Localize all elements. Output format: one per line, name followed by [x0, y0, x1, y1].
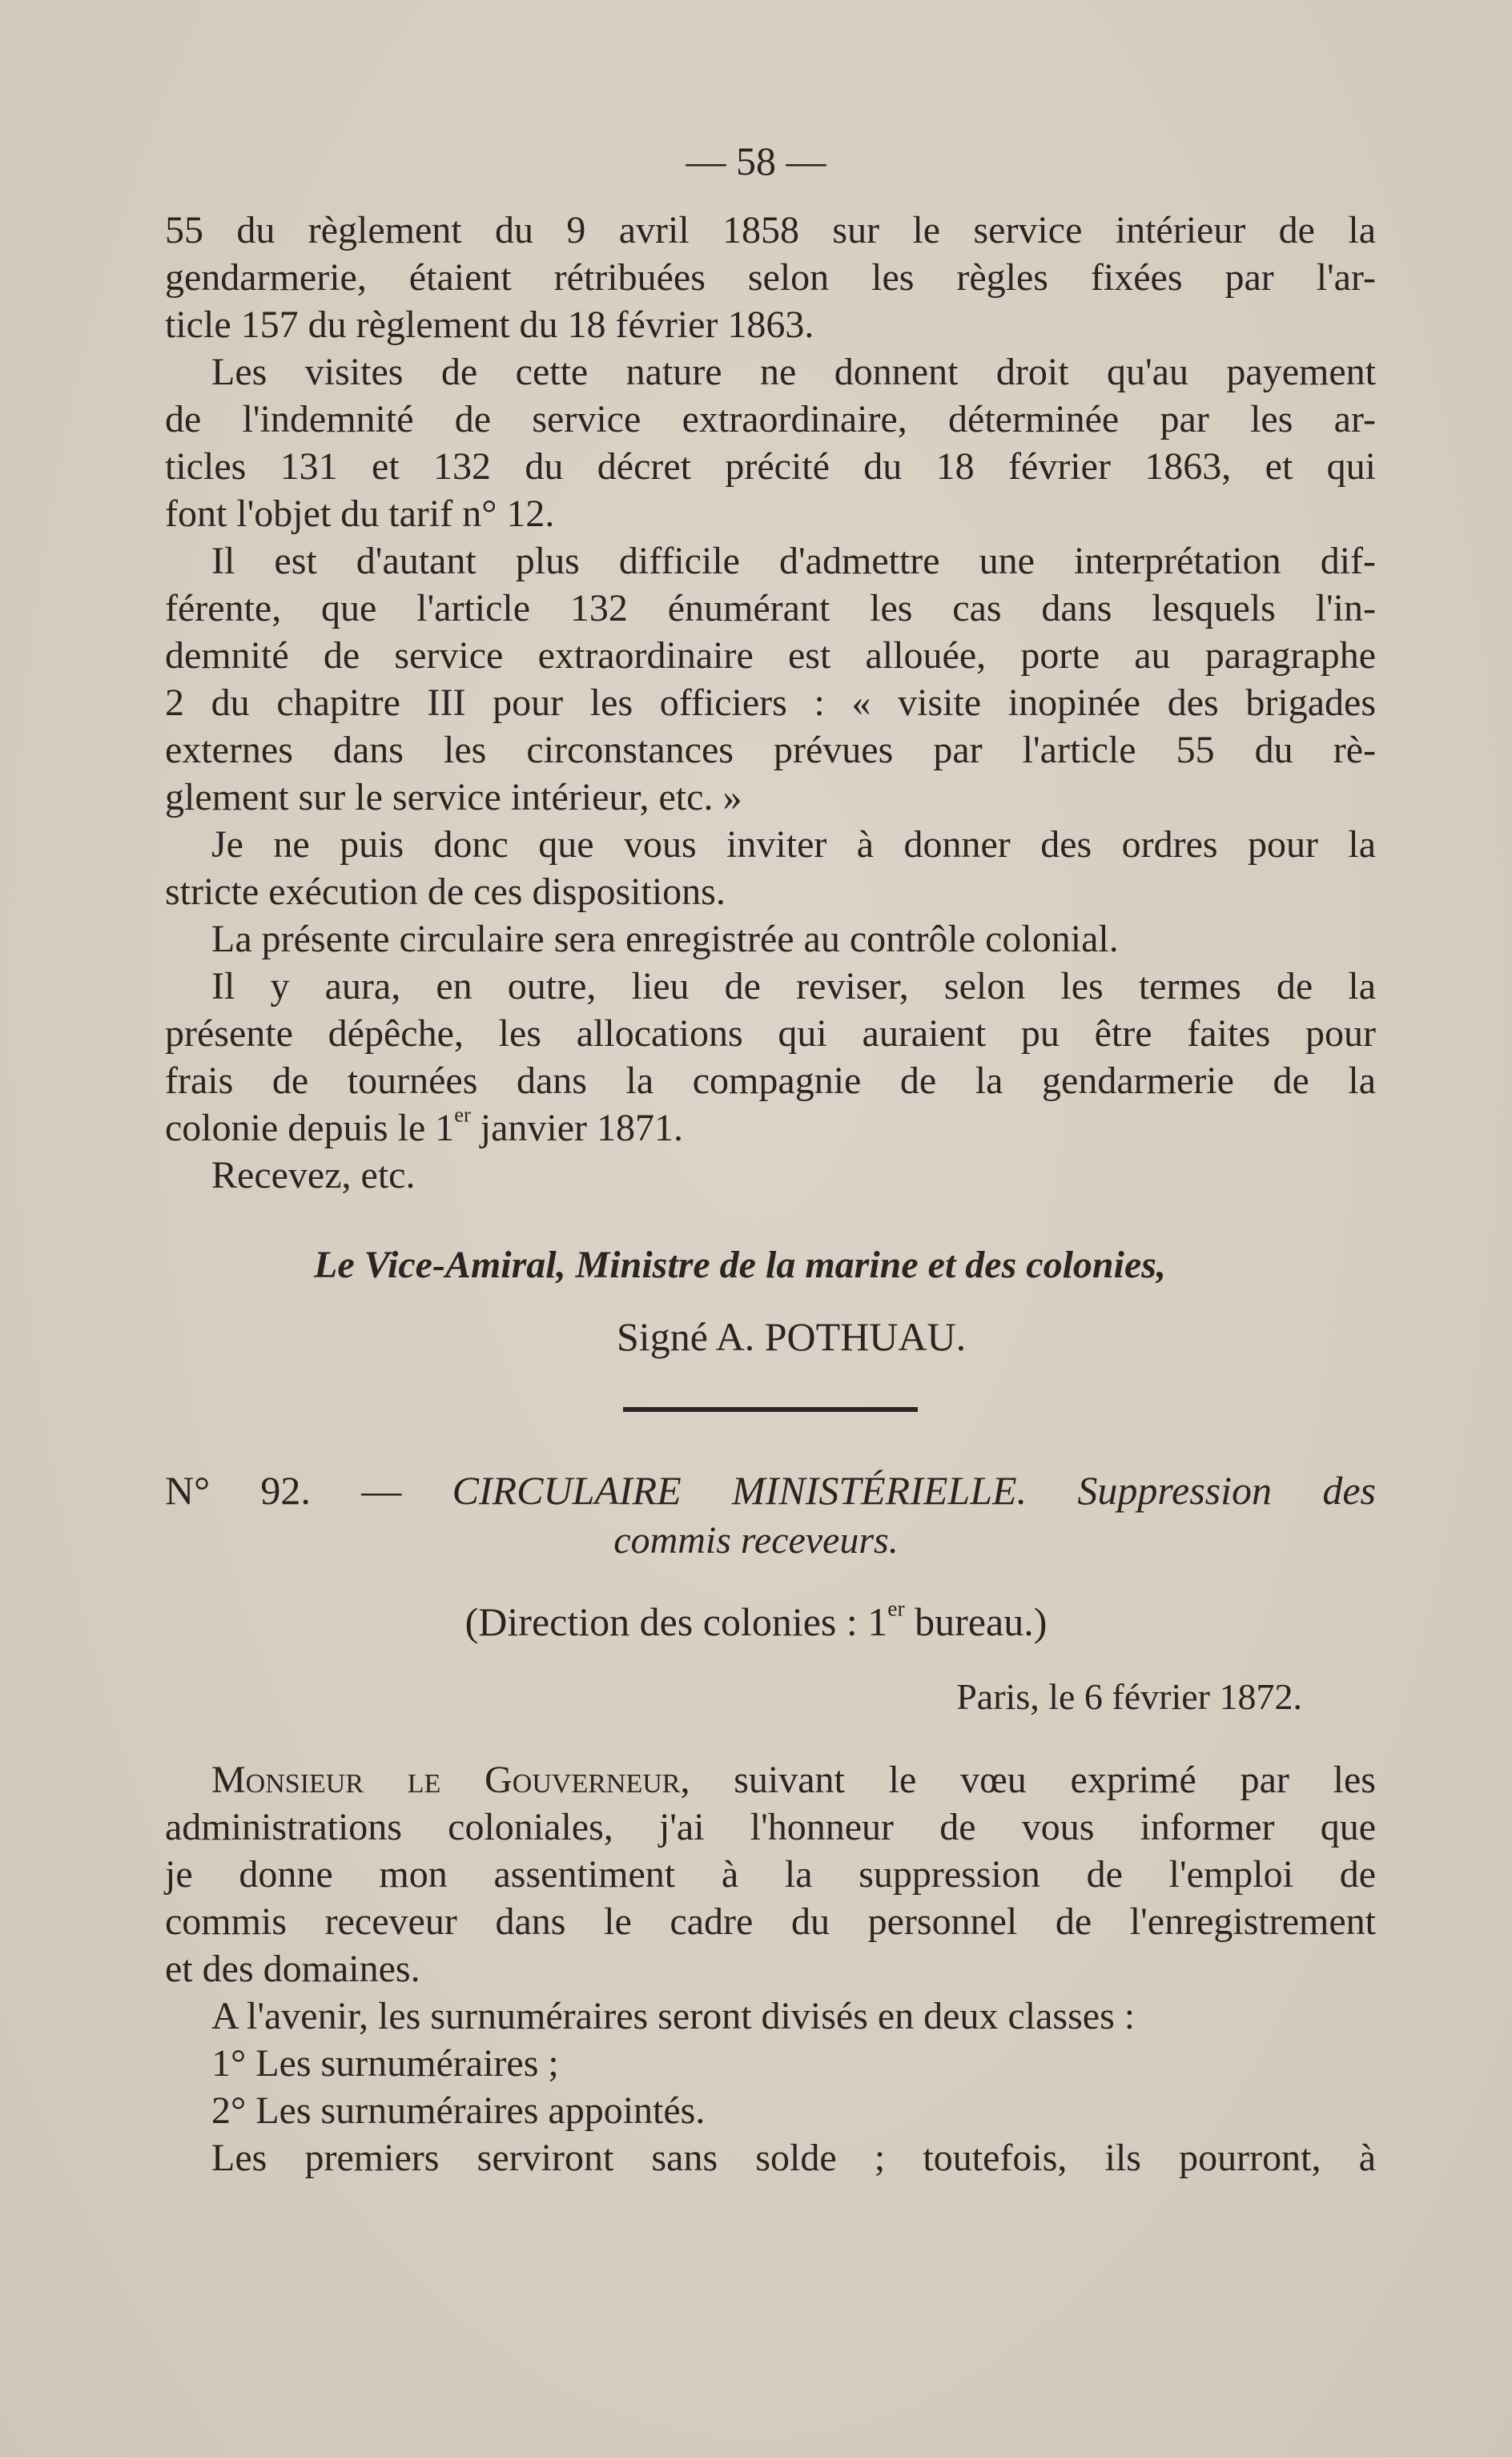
text-line: 2 du chapitre III pour les officiers : « visite inopinée des brigades	[165, 682, 1376, 724]
text-line: La présente circulaire sera enregistrée au contrôle colonial.	[211, 918, 1119, 960]
text-line: ticle 157 du règlement du 18 février 1863.	[165, 304, 814, 346]
text-fragment: colonie depuis le 1	[165, 1107, 455, 1149]
text-line: demnité de service extraordinaire est allouée, porte au paragraphe	[165, 634, 1376, 677]
circular-kind: CIRCULAIRE MINISTÉRIELLE.	[452, 1468, 1027, 1513]
superscript: er	[887, 1595, 905, 1621]
signature-name: Signé A. POTHUAU.	[617, 1314, 967, 1359]
text-line: Les premiers serviront sans solde ; toutefois, ils pourront, à	[211, 2137, 1376, 2179]
text-line: administrations coloniales, j'ai l'honneur de vous informer que	[165, 1806, 1376, 1848]
superscript: er	[454, 1102, 471, 1127]
text-line: Les visites de cette nature ne donnent droit qu'au payement	[211, 351, 1376, 393]
text-line: frais de tournées dans la compagnie de la gendarmerie de la	[165, 1060, 1376, 1102]
circular-subject-continued: commis receveurs.	[613, 1519, 899, 1562]
text-line: 1° Les surnuméraires ;	[211, 2042, 559, 2085]
text-line: commis receveur dans le cadre du personnel de l'enregistrement	[165, 1900, 1376, 1943]
text-line: Il est d'autant plus difficile d'admettre une interprétation dif-	[211, 540, 1376, 582]
section-divider	[623, 1407, 918, 1412]
text-line: 2° Les surnuméraires appointés.	[211, 2089, 706, 2132]
text-line: je donne mon assentiment à la suppression de l'emploi de	[165, 1853, 1376, 1896]
text-line: férente, que l'article 132 énumérant les cas dans lesquels l'in-	[165, 587, 1376, 629]
salutation: Monsieur le Gouverneur,	[211, 1759, 690, 1801]
letter-body	[165, 207, 1376, 1199]
page-number: — 58 —	[686, 139, 826, 183]
text-line: gendarmerie, étaient rétribuées selon les règles fixées par l'ar-	[165, 256, 1376, 299]
dateline: Paris, le 6 février 1872.	[956, 1676, 1302, 1717]
text-line: Il y aura, en outre, lieu de reviser, selon les termes de la	[211, 965, 1376, 1007]
circular-subject: Suppression des	[1077, 1468, 1377, 1513]
text-fragment: bureau.)	[904, 1599, 1048, 1644]
text-line: Je ne puis donc que vous inviter à donner des ordres pour la	[211, 823, 1376, 866]
text-fragment: suivant le vœu exprimé par les	[690, 1759, 1376, 1801]
text-line: externes dans les circonstances prévues par l'article 55 du rè-	[165, 729, 1376, 771]
circular-number: N° 92. —	[165, 1468, 402, 1513]
direction-line	[0, 1595, 1512, 1645]
signature-title: Le Vice-Amiral, Ministre de la marine et des colonies,	[314, 1244, 1166, 1286]
text-fragment: (Direction des colonies : 1	[464, 1599, 888, 1644]
text-line: présente dépêche, les allocations qui auraient pu être faites pour	[165, 1012, 1376, 1055]
circular-body	[165, 1756, 1376, 2182]
text-line: de l'indemnité de service extraordinaire, déterminée par les ar-	[165, 398, 1376, 440]
text-line: stricte exécution de ces dispositions.	[165, 871, 726, 913]
text-line	[165, 1104, 1376, 1152]
text-line: 55 du règlement du 9 avril 1858 sur le service intérieur de la	[165, 209, 1376, 251]
text-line	[165, 1756, 1376, 1804]
text-line: Recevez, etc.	[211, 1154, 416, 1196]
circular-heading	[165, 1467, 1376, 1514]
text-line: glement sur le service intérieur, etc. »	[165, 776, 742, 818]
text-line: font l'objet du tarif n° 12.	[165, 493, 555, 535]
text-line: ticles 131 et 132 du décret précité du 18 février 1863, et qui	[165, 445, 1376, 488]
text-line: et des domaines.	[165, 1948, 420, 1990]
text-line: A l'avenir, les surnuméraires seront divisés en deux classes :	[211, 1995, 1136, 2037]
text-fragment: janvier 1871.	[470, 1107, 684, 1149]
